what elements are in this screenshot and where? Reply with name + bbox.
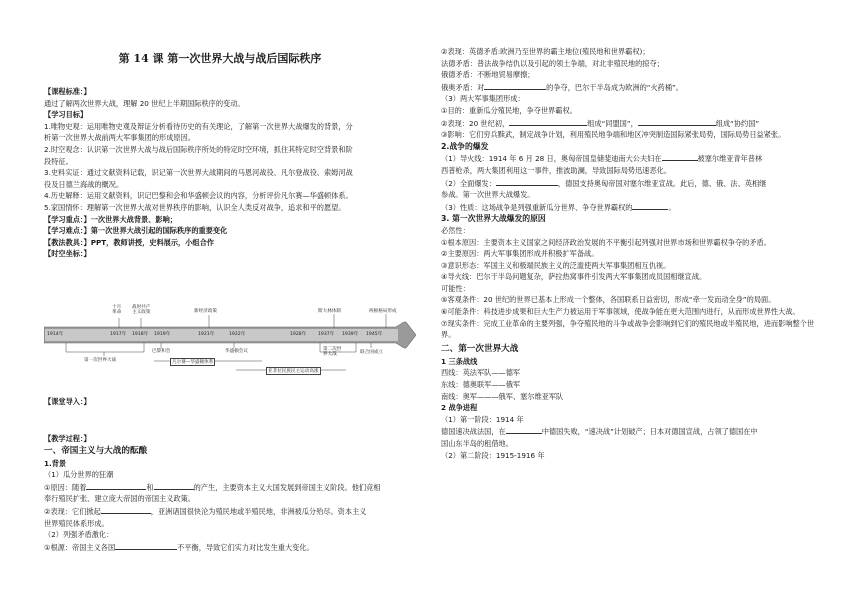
text-line: 俄德矛盾：不断地贸易摩擦； — [441, 70, 535, 80]
process-heading: 【教学过程：】 — [44, 434, 91, 443]
timeline-above-label: 两极格局形成 — [369, 309, 397, 314]
subsection-title: 2.战争的爆发 — [441, 141, 489, 151]
answer-blank[interactable] — [86, 481, 146, 490]
timeline-heading: 【时空坐标：】 — [44, 249, 91, 259]
text-line: ⑤客观条件：20 世纪的世界已基本上形成一个整体，各国联系日益密切，形成“牵一发而动全身”的局面。 — [441, 295, 776, 305]
text-line: 德国速决战法国，在 中德国失败，“速决战”计划破产；日本对德国宣战，占领了德国在中 — [441, 427, 758, 437]
timeline-system-label: 凡尔赛—华盛顿体系 — [172, 360, 214, 365]
standard-heading: 【课程标准：】 — [44, 87, 91, 96]
text-line: ②主要原因：两大军事集团形成并积极扩军备战。 — [441, 249, 599, 259]
timeline-year: 1917年 — [110, 332, 127, 337]
text-line: ①根源：帝国主义各国 不平衡，导致它们实力对比发生重大变化。 — [44, 542, 314, 552]
text-line: （1）瓜分世界的狂潮 — [44, 470, 114, 480]
text-line: ②表现：英德矛盾:欧洲乃至世界的霸主地位(殖民地和世界霸权)； — [441, 47, 650, 56]
timeline-below-label: 华盛顿会议 — [225, 349, 248, 354]
subsection-title: 1.背景 — [44, 458, 67, 468]
text-line: ①目的：重新瓜分殖民地，争夺世界霸权。 — [441, 105, 577, 115]
timeline-year: 1939年 — [342, 332, 359, 337]
timeline-below-label: 第二次世 界大战 — [323, 347, 342, 358]
section-title: 一、帝国主义与大战的酝酿 — [44, 445, 148, 456]
goal-line: 5.家国情怀：理解第一次世界大战对世界秩序的影响，认识全人类反对战争，追求和平的愿望。 — [44, 202, 346, 212]
timeline-year: 1937年 — [318, 332, 335, 337]
standard-text: 通过了解两次世界大战，理解 20 世纪上半期国际秩序的变动。 — [44, 98, 245, 108]
timeline-year: 1945年 — [366, 332, 383, 337]
timeline-below-label: 第一次世界大战 — [84, 358, 117, 363]
text-line: ⑥可能条件：科技进步成果和巨大生产力被运用于军事领域，使战争能在更大范围内进行，从而形成世界性大战。 — [441, 307, 800, 317]
lesson-title: 第 14 课 第一次世界大战与战后国际秩序 — [118, 52, 322, 65]
goal-line: 析第一次世界大战前两大军事集团的形成原因。 — [44, 133, 195, 143]
timeline-movement-label: 亚非拉民族民主运动高涨 — [268, 369, 319, 374]
text-line: 法德矛盾：普法战争结仇以及引起的领土争端，对北非殖民地的掠夺； — [441, 58, 664, 68]
text-line: （3）两大军事集团形成： — [441, 94, 525, 104]
timeline-above-label: 战时共产 主义政策 — [132, 305, 151, 316]
text-line: ①原因：随着 和 的产生，主要资本主义大国发展到帝国主义阶段。他们竞相 — [44, 482, 381, 492]
key-points: 【学习重点：】一次世界大战背景、影响； — [44, 214, 177, 224]
text-line: 必然性： — [441, 225, 470, 235]
timeline-year: 1918年 — [132, 332, 149, 337]
answer-blank[interactable] — [662, 152, 698, 161]
text-line: ③意识形态：军国主义和极端民族主义的泛滥使两大军事集团相互仇视。 — [441, 260, 671, 270]
text-line: ②表现：它们掀起 ，亚洲诸国很快沦为殖民地或半殖民地，非洲被瓜分殆尽。资本主义 — [44, 506, 367, 516]
answer-blank[interactable] — [484, 81, 546, 90]
timeline-above-label: 斯大林体制 — [318, 309, 341, 314]
answer-blank[interactable] — [154, 481, 194, 490]
timeline-year: 1919年 — [154, 332, 171, 337]
text-line: （1）导火线：1914 年 6 月 28 日，奥匈帝国皇储斐迪南大公夫妇在 被塞尔维亚青年普林 — [441, 154, 763, 164]
timeline-year: 1914年 — [47, 332, 64, 337]
answer-blank[interactable] — [101, 505, 151, 514]
subsection-title: 2 战争进程 — [441, 403, 478, 413]
answer-blank[interactable] — [115, 541, 177, 550]
left-column-process — [44, 433, 416, 553]
subsection-title: 3. 第一次世界大战爆发的原因 — [441, 214, 546, 224]
text-line: 世界殖民体系形成。 — [44, 518, 109, 528]
text-line: ②表现：20 世纪初， 组成“同盟国”， 组成“协约国” — [441, 118, 760, 128]
front-line: 南线：奥军———俄军、塞尔维亚军队 — [441, 391, 564, 401]
difficult-points: 【学习难点：】第一次世界大战引起的国际秩序的重要变化 — [44, 226, 228, 236]
text-line: ⑦现实条件：完成工业革命的主要列强，争夺殖民地的斗争或战争会影响到它们的殖民地或半殖民地，进而影响整个世界。 — [441, 318, 815, 340]
subsection-title: 1 三条战线 — [441, 356, 478, 366]
text-line: （2）全面爆发： ，德国支持奥匈帝国对塞尔维亚宣战。此后，德、俄、法、英相继 — [441, 178, 767, 188]
text-line: 俄奥矛盾：对 的争夺，巴尔干半岛成为欧洲的“火药桶”。 — [441, 82, 683, 92]
goals-heading: 【学习目标】 — [44, 110, 88, 120]
text-line: 国山东半岛的租借地。 — [441, 439, 513, 448]
answer-blank[interactable] — [506, 425, 542, 434]
answer-blank[interactable] — [496, 177, 558, 186]
text-line: 参战。第一次世界大战爆发。 — [441, 190, 535, 200]
answer-blank[interactable] — [509, 117, 587, 126]
right-column — [441, 46, 821, 461]
answer-blank[interactable] — [638, 117, 716, 126]
text-line: 可能性： — [441, 283, 470, 293]
timeline-below-label: 巴黎和会 — [152, 349, 171, 354]
goal-line: 4.历史解释：运用文献资料，识记巴黎和会和华盛顿会议的内容，分析评价凡尔赛—华盛顿体系。 — [44, 191, 353, 201]
text-line: ①根本原因：主要资本主义国家之间经济政治发展的不平衡引起列强对世界市场和世界霸权争夺的矛盾。 — [441, 237, 771, 247]
text-line: ④导火线：巴尔干半岛问题复杂，萨拉热窝事件引发两大军事集团成员国相继宣战。 — [441, 272, 707, 282]
answer-blank[interactable] — [632, 201, 668, 210]
text-line: （3）性质：这场战争是列强重新瓜分世界、争夺世界霸权的 。 — [441, 202, 676, 212]
timeline-above-label: 十月 革命 — [112, 305, 122, 316]
timeline-year: 1928年 — [290, 332, 307, 337]
goal-line: 役及日德兰海战的概况。 — [44, 179, 124, 189]
text-line: 西普枪杀，两大集团利用这一事件，推波助澜，导致国际局势迅速恶化。 — [441, 165, 672, 175]
goal-line: 1.唯物史观：运用唯物史观及辩证分析看待历史的有关理论，了解第一次世界大战爆发的背景，分 — [44, 121, 353, 131]
left-column-lower — [44, 396, 416, 408]
left-column — [44, 86, 416, 260]
timeline-figure — [44, 300, 416, 395]
goal-line: 2.时空观念：认识第一次世界大战与战后国际秩序所处的特定时空环境，抓住其特定时空背景和阶 — [44, 144, 353, 154]
timeline-year: 1921年 — [198, 332, 215, 337]
section-title: 二、第一次世界大战 — [441, 343, 519, 354]
text-line: 奉行殖民扩张、建立庞大帝国的帝国主义政策。 — [44, 494, 195, 504]
timeline-below-label: 联合国成立 — [360, 350, 383, 355]
teaching-tools: 【教法教具：】PPT，教师讲授，史料展示，小组合作 — [44, 237, 214, 247]
text-line: （2）第二阶段：1915-1916 年 — [441, 450, 545, 460]
front-line: 西线：英法军队——德军 — [441, 368, 521, 378]
intro-heading: 【课堂导入：】 — [44, 397, 91, 406]
timeline-above-label: 新经济政策 — [194, 309, 217, 314]
text-line: （1）第一阶段：1914 年 — [441, 414, 524, 424]
goal-line: 段特征。 — [44, 156, 73, 166]
timeline-year: 1922年 — [229, 332, 246, 337]
goal-line: 3.史料实证：通过文献资料记载，识记第一次世界大战期间的马恩河战役、凡尔登战役、索姆河战 — [44, 168, 353, 178]
text-line: （2）列强矛盾激化： — [44, 530, 114, 540]
front-line: 东线：德奥联军——俄军 — [441, 380, 521, 390]
text-line: ③影响：它们穷兵黩武，制定战争计划，利用殖民地争端和地区冲突制造国际紧张局势，国际局势日益紧张。 — [441, 130, 786, 140]
